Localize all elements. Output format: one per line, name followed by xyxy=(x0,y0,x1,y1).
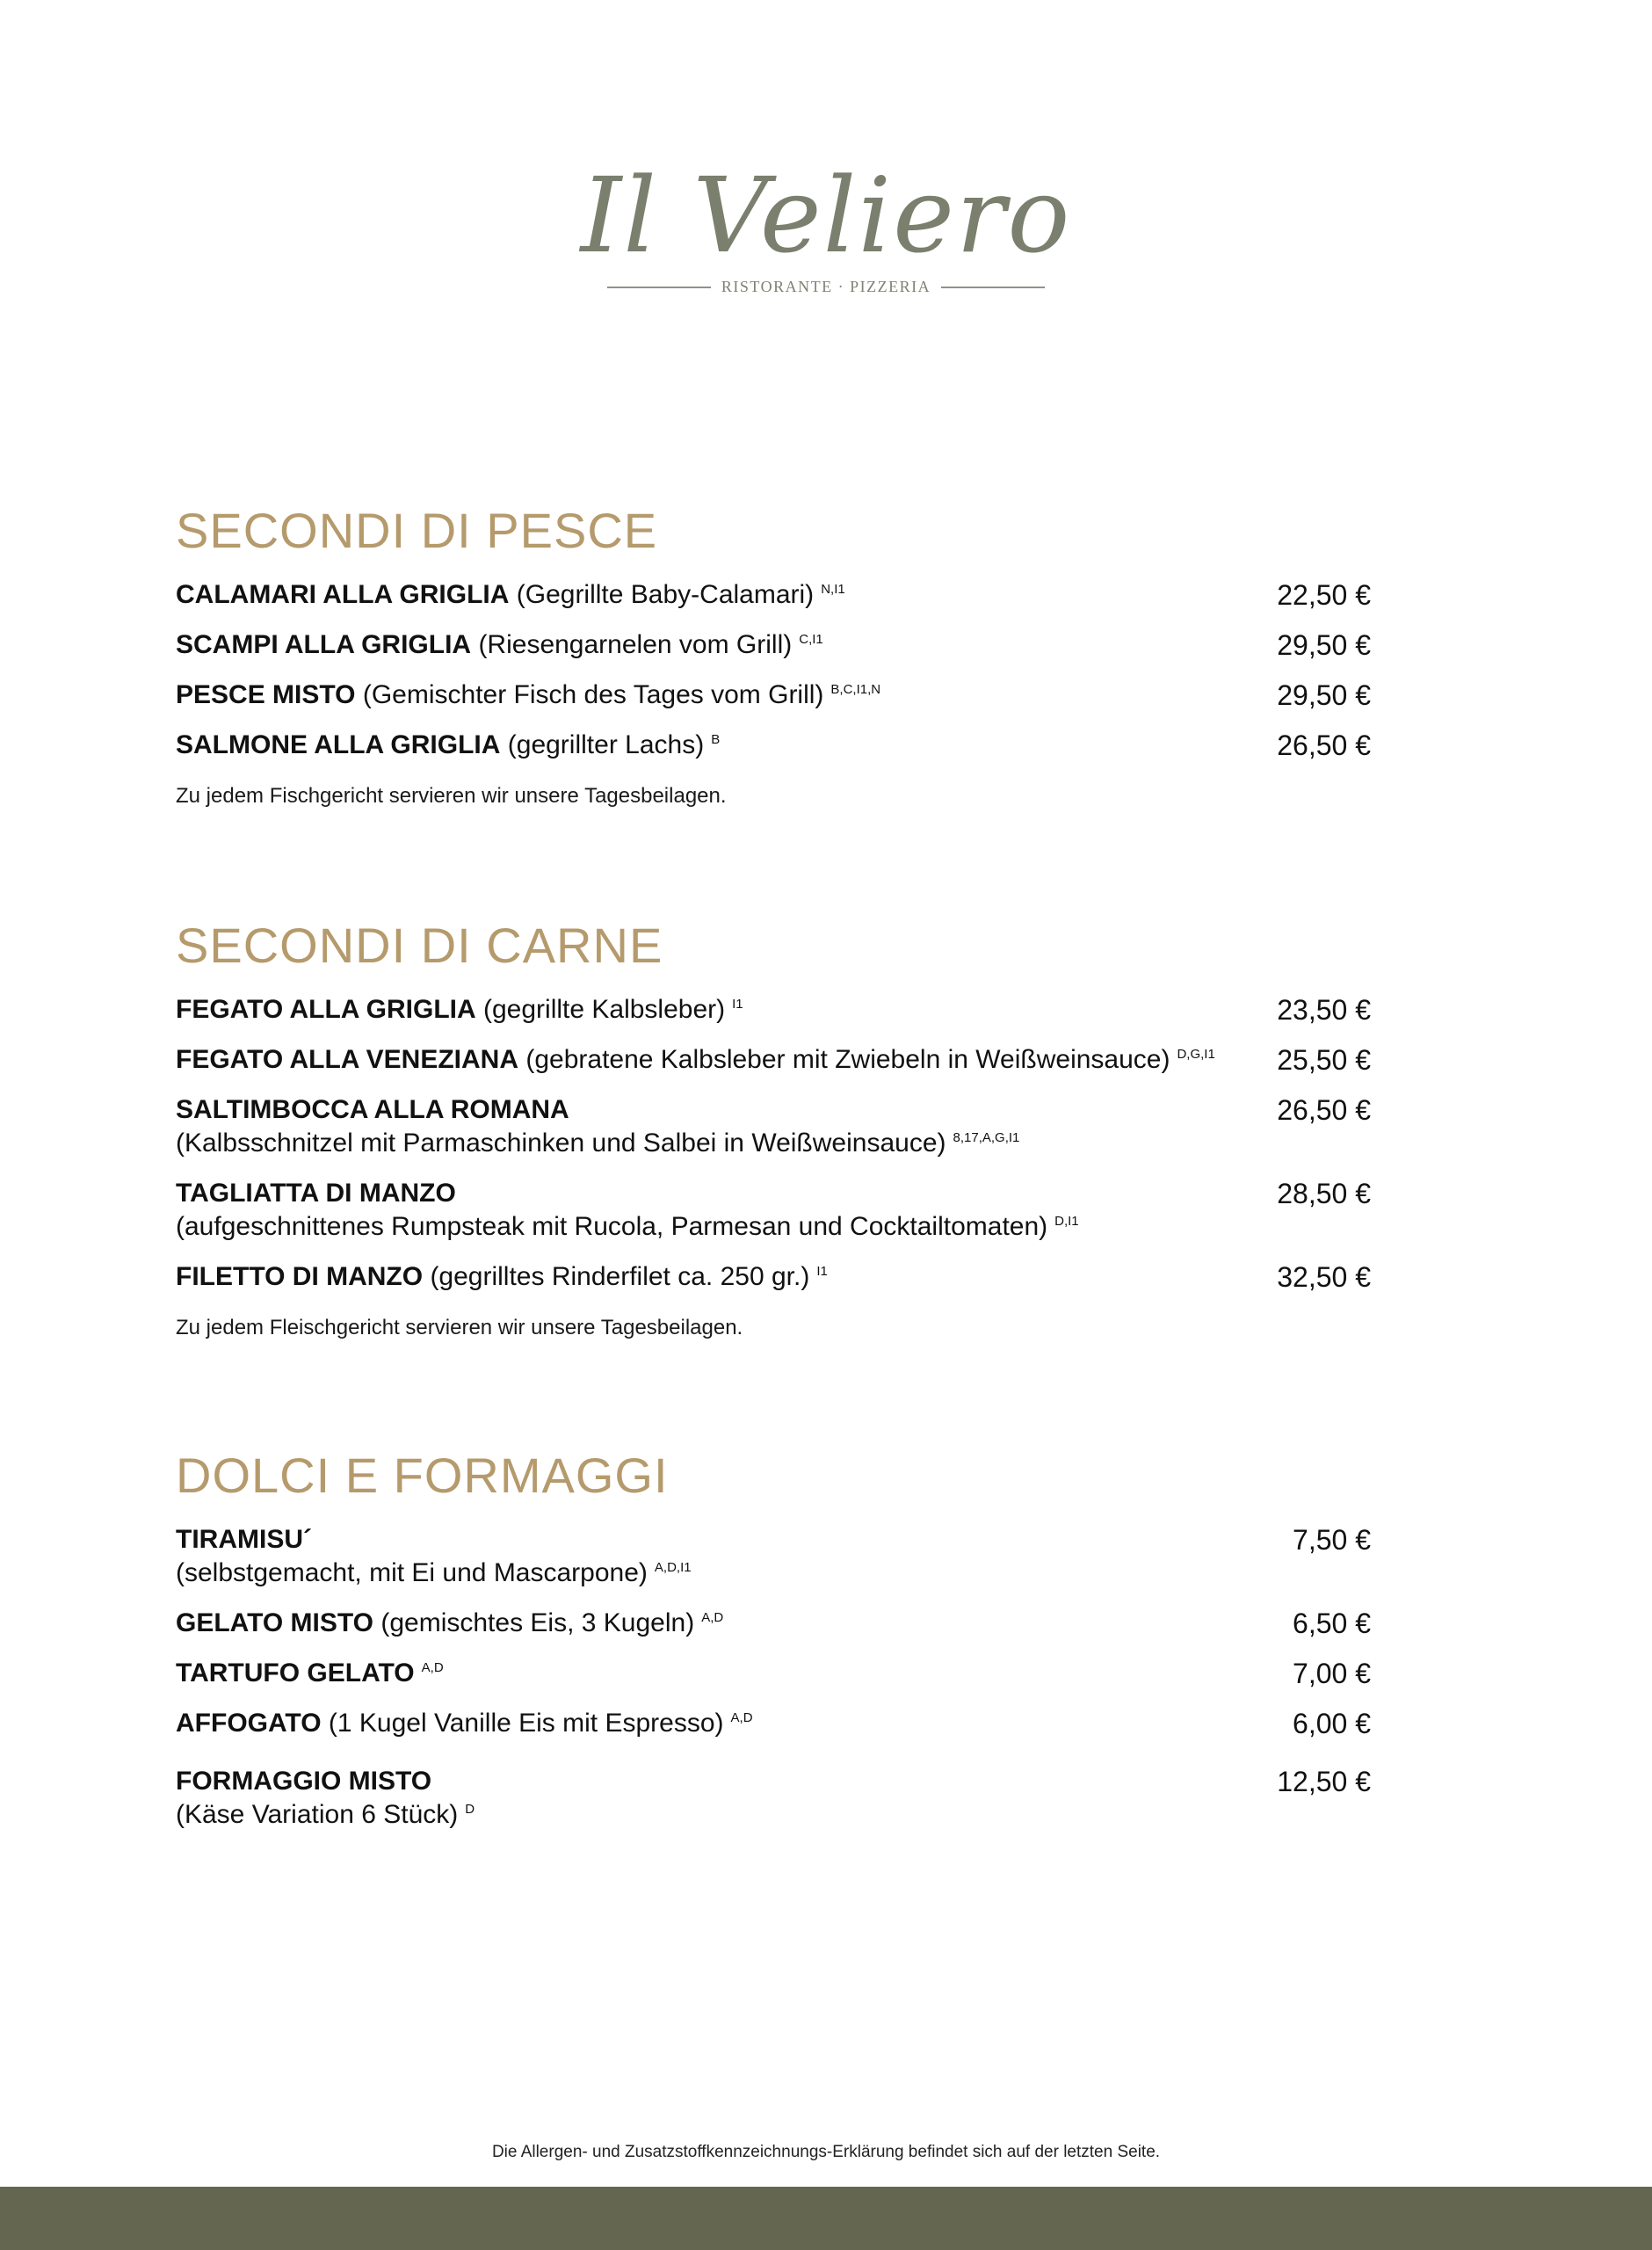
item-name: SALMONE ALLA GRIGLIA xyxy=(176,730,501,759)
item-price: 22,50 € xyxy=(1277,579,1371,611)
allergen-codes: 8,17,A,G,I1 xyxy=(953,1130,1020,1145)
item-name: FORMAGGIO MISTO xyxy=(176,1767,432,1796)
allergen-codes: A,D xyxy=(730,1710,753,1725)
logo-divider-left xyxy=(607,287,711,288)
allergen-codes: B xyxy=(711,732,721,747)
section-note: Zu jedem Fischgericht servieren wir unsere Tagesbeilagen. xyxy=(176,784,727,808)
section-title: SECONDI DI PESCE xyxy=(176,503,658,558)
item-name: CALAMARI ALLA GRIGLIA xyxy=(176,580,510,609)
menu-item xyxy=(176,993,1371,1027)
menu-item xyxy=(176,729,1371,762)
allergen-codes: D xyxy=(465,1802,475,1817)
allergen-codes: N,I1 xyxy=(821,582,845,597)
item-desc: (gemischtes Eis, 3 Kugeln) xyxy=(380,1608,695,1637)
allergen-codes: A,D,I1 xyxy=(654,1560,692,1575)
logo-divider-right xyxy=(941,287,1045,288)
item-name: SALTIMBOCCA ALLA ROMANA xyxy=(176,1095,569,1124)
item-price: 7,00 € xyxy=(1293,1658,1371,1689)
item-desc: (Gemischter Fisch des Tages vom Grill) xyxy=(362,680,824,709)
item-name: TAGLIATTA DI MANZO xyxy=(176,1179,456,1208)
section-dolci-e-formaggi xyxy=(176,1448,1371,1832)
item-name: SCAMPI ALLA GRIGLIA xyxy=(176,630,472,659)
menu-item xyxy=(176,1607,1371,1640)
item-name: FEGATO ALLA VENEZIANA xyxy=(176,1045,518,1074)
menu-item xyxy=(176,1707,1371,1740)
item-price: 23,50 € xyxy=(1277,994,1371,1026)
item-desc: (Gegrillte Baby-Calamari) xyxy=(516,580,815,609)
item-name: PESCE MISTO xyxy=(176,680,356,709)
menu-item xyxy=(176,578,1371,612)
allergen-footnote: Die Allergen- und Zusatzstoffkennzeichnungs-Erklärung befindet sich auf der letzten Seite. xyxy=(491,2143,1161,2161)
allergen-codes: D,I1 xyxy=(1054,1214,1079,1229)
item-price: 25,50 € xyxy=(1277,1044,1371,1076)
item-price: 29,50 € xyxy=(1277,629,1371,661)
item-name: GELATO MISTO xyxy=(176,1608,374,1637)
item-price: 6,00 € xyxy=(1293,1708,1371,1739)
item-desc: (Kalbsschnitzel mit Parmaschinken und Salbei in Weißweinsauce) xyxy=(176,1129,946,1158)
menu-item xyxy=(176,1043,1371,1077)
menu-item xyxy=(176,1177,1371,1244)
item-desc: (selbstgemacht, mit Ei und Mascarpone) xyxy=(176,1558,648,1587)
section-title: DOLCI E FORMAGGI xyxy=(176,1448,669,1503)
section-note: Zu jedem Fleischgericht servieren wir unsere Tagesbeilagen. xyxy=(176,1316,743,1339)
allergen-codes: C,I1 xyxy=(799,632,823,647)
item-name: TARTUFO GELATO xyxy=(176,1658,415,1688)
logo-script: Il Veliero xyxy=(580,155,1072,276)
allergen-codes: A,D xyxy=(701,1610,724,1625)
restaurant-logo xyxy=(0,155,1652,296)
allergen-codes: D,G,I1 xyxy=(1177,1047,1215,1062)
item-desc: (Riesengarnelen vom Grill) xyxy=(478,630,793,659)
menu-item xyxy=(176,1523,1371,1590)
menu-item xyxy=(176,1765,1371,1832)
section-secondi-di-carne xyxy=(176,918,1371,1341)
allergen-codes: A,D xyxy=(421,1660,444,1675)
item-desc: (Käse Variation 6 Stück) xyxy=(176,1800,459,1829)
item-name: TIRAMISU´ xyxy=(176,1525,312,1554)
item-desc: (gebratene Kalbsleber mit Zwiebeln in Weißweinsauce) xyxy=(525,1045,1170,1074)
item-desc: (aufgeschnittenes Rumpsteak mit Rucola, Parmesan und Cocktailtomaten) xyxy=(176,1212,1048,1241)
item-price: 32,50 € xyxy=(1277,1261,1371,1293)
item-desc: (gegrilltes Rinderfilet ca. 250 gr.) xyxy=(430,1262,810,1291)
logo-subtitle: RISTORANTE · PIZZERIA xyxy=(721,278,931,295)
allergen-codes: I1 xyxy=(732,997,743,1012)
item-price: 26,50 € xyxy=(1277,1094,1371,1126)
item-desc: (gegrillter Lachs) xyxy=(507,730,705,759)
item-name: FILETTO DI MANZO xyxy=(176,1262,424,1291)
item-price: 7,50 € xyxy=(1293,1524,1371,1556)
item-price: 29,50 € xyxy=(1277,679,1371,711)
item-price: 28,50 € xyxy=(1277,1178,1371,1209)
item-name: AFFOGATO xyxy=(176,1709,322,1738)
bottom-color-bar xyxy=(0,2187,1652,2250)
menu-item xyxy=(176,1260,1371,1294)
allergen-codes: I1 xyxy=(816,1264,828,1279)
item-price: 6,50 € xyxy=(1293,1608,1371,1639)
section-title: SECONDI DI CARNE xyxy=(176,918,663,973)
menu-item xyxy=(176,1657,1371,1690)
item-desc: (gegrillte Kalbsleber) xyxy=(483,995,726,1024)
section-secondi-di-pesce xyxy=(176,503,1371,809)
item-price: 26,50 € xyxy=(1277,729,1371,761)
menu-item xyxy=(176,679,1371,712)
menu-item xyxy=(176,628,1371,662)
item-desc: (1 Kugel Vanille Eis mit Espresso) xyxy=(328,1709,724,1738)
allergen-codes: B,C,I1,N xyxy=(830,682,881,697)
item-price: 12,50 € xyxy=(1277,1766,1371,1797)
logo-subtitle-row xyxy=(0,278,1652,296)
item-name: FEGATO ALLA GRIGLIA xyxy=(176,995,476,1024)
menu-item xyxy=(176,1093,1371,1160)
